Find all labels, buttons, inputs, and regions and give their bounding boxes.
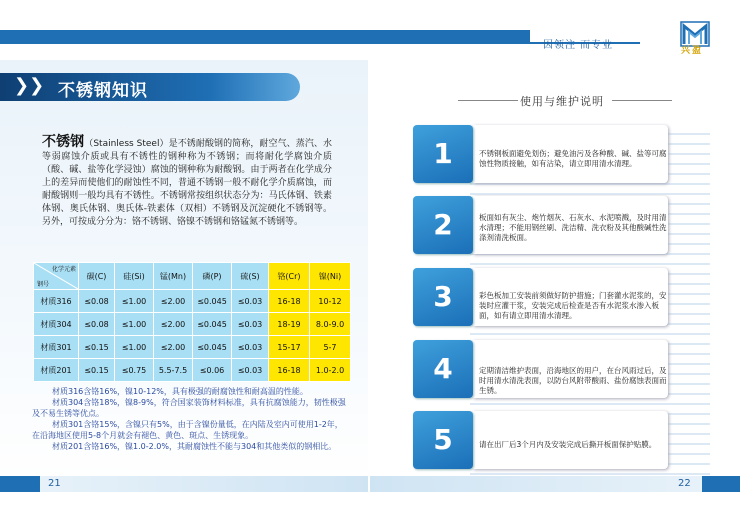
footer-accent-bar xyxy=(0,476,40,492)
table-row xyxy=(34,359,351,382)
table-cell: ≤0.03 xyxy=(232,336,269,359)
column-header: 硫(S) xyxy=(232,263,269,290)
page-number-right: 22 xyxy=(678,478,691,489)
row-label: 材质301 xyxy=(34,336,79,359)
slogan: 因领注 而专业 xyxy=(543,40,614,51)
step-text: 板面如有灰尘、炮竹烟灰、石灰水、水泥喷溅，及时用清水清理；不能用钢丝刷、洗洁精、洗衣粉及其他酸碱性洗涤剂清洗板面。 xyxy=(479,213,667,242)
table-cell: ≤1.00 xyxy=(115,290,154,313)
table-cell: ≤0.045 xyxy=(193,313,232,336)
step-number-badge: 1 xyxy=(413,125,473,183)
corner-bottom-label: 钢号 xyxy=(37,281,50,288)
table-cell: 18-19 xyxy=(269,313,310,336)
section-title: 使用与维护说明 xyxy=(520,95,604,108)
step-number-badge: 5 xyxy=(413,411,473,469)
table-cell: ≤2.00 xyxy=(154,290,193,313)
column-header: 锰(Mn) xyxy=(154,263,193,290)
table-cell: ≤0.045 xyxy=(193,290,232,313)
row-label: 材质201 xyxy=(34,359,79,382)
step-number-badge: 2 xyxy=(413,196,473,254)
step-number-badge: 3 xyxy=(413,268,473,326)
divider-line xyxy=(612,100,672,101)
table-cell: 15-17 xyxy=(269,336,310,359)
table-cell: ≤0.15 xyxy=(79,336,115,359)
table-cell: ≤0.03 xyxy=(232,359,269,382)
composition-table xyxy=(33,262,351,382)
note-line: 材质201含铬16%，镍1.0-2.0%，其耐腐蚀性不能与304和其他类似的钢相比。 xyxy=(52,442,337,451)
table-corner xyxy=(34,263,79,290)
note-line: 材质301含铬15%，含镍只有5%，由于含镍份量低，在内陆及室内可使用1-2年，在沿海地区使用5-8个月就会有褪色、黄色、斑点、生锈现象。 xyxy=(32,420,343,440)
page-number-left: 21 xyxy=(48,478,61,489)
title-bar xyxy=(0,73,300,101)
corner-top-label: 化学元素 xyxy=(51,266,76,273)
table-cell: ≤0.06 xyxy=(193,359,232,382)
table-cell: ≤2.00 xyxy=(154,336,193,359)
step-text: 不锈钢板面避免划伤；避免油污及各种酸、碱、盐等可腐蚀性物质接触，如有沾染，请立即用清水清理。 xyxy=(479,149,667,168)
row-label: 材质304 xyxy=(34,313,79,336)
table-cell: ≤0.08 xyxy=(79,290,115,313)
intro-english: （Stainless Steel） xyxy=(84,139,169,149)
step-number-badge: 4 xyxy=(413,340,473,398)
table-cell: ≤0.045 xyxy=(193,336,232,359)
table-cell: ≤1.00 xyxy=(115,313,154,336)
column-header: 碳(C) xyxy=(79,263,115,290)
logo-text: 兴盈 xyxy=(681,46,704,56)
table-cell: ≤0.08 xyxy=(79,313,115,336)
table-cell: 8.0-9.0 xyxy=(310,313,351,336)
table-cell: 16-18 xyxy=(269,290,310,313)
note-line: 材质304含铬18%，镍8-9%，符合国家装饰材料标准，具有抗腐蚀能力，韧性极强及不易生锈等优点。 xyxy=(32,398,346,418)
header-band xyxy=(0,30,530,44)
step-text: 请在出厂后3个月内及安装完成后撕开板面保护贴膜。 xyxy=(479,440,657,449)
table-cell: ≤1.00 xyxy=(115,336,154,359)
page-title: 不锈钢知识 xyxy=(58,81,148,101)
intro-paragraph xyxy=(42,136,332,229)
table-cell: ≤0.03 xyxy=(232,313,269,336)
table-cell: 5.5-7.5 xyxy=(154,359,193,382)
table-cell: ≤0.75 xyxy=(115,359,154,382)
divider-line xyxy=(458,100,518,101)
table-cell: ≤2.00 xyxy=(154,313,193,336)
table-cell: ≤0.03 xyxy=(232,290,269,313)
table-cell: 1.0-2.0 xyxy=(310,359,351,382)
table-row xyxy=(34,313,351,336)
column-header: 硅(Si) xyxy=(115,263,154,290)
step-text: 彩色板加工安装前须做好防护措施；门套灌水泥浆的，安装时应灌干浆，安装完成后检查是否有水泥浆水渗入板面，如有请立即用清水清理。 xyxy=(479,291,667,320)
intro-body: 是不锈耐酸钢的简称，耐空气、蒸汽、水等弱腐蚀介质或具有不锈性的钢种称为不锈钢；而将耐化学腐蚀介质（酸、碱、盐等化学浸蚀）腐蚀的钢种称为耐酸钢。由于两者在化学成分上的差异而使他们的耐蚀性不同，普通不锈钢一般不耐化学介质腐蚀，而耐酸钢则一般均具有不锈性。不锈钢常按组织状态分为：马氏体钢、铁素体钢、奥氏体钢、奥氏体-铁素体（双相）不锈钢及沉淀硬化不锈钢等。另外，可按成分分为：铬不锈钢、铬镍不锈钢和铬锰氮不锈钢等。 xyxy=(42,139,332,227)
column-header: 镍(Ni) xyxy=(310,263,351,290)
table-header-row xyxy=(34,263,351,290)
column-header: 磷(P) xyxy=(193,263,232,290)
table-row xyxy=(34,336,351,359)
row-label: 材质316 xyxy=(34,290,79,313)
step-text: 定期清洁维护表面，沿海地区的用户，在台风雨过后，及时用清水清洗表面，以防台风附带酸雨、盐份腐蚀表面而生锈。 xyxy=(479,366,667,395)
table-cell: 5-7 xyxy=(310,336,351,359)
table-row xyxy=(34,290,351,313)
column-header: 铬(Cr) xyxy=(269,263,310,290)
double-chevron-icon: ❯❯ xyxy=(14,75,45,96)
table-cell: ≤0.15 xyxy=(79,359,115,382)
intro-lead: 不锈钢 xyxy=(42,134,85,150)
material-notes xyxy=(32,386,350,452)
table-cell: 10-12 xyxy=(310,290,351,313)
footer-accent-bar xyxy=(702,476,740,492)
table-cell: 16-18 xyxy=(269,359,310,382)
note-line: 材质316含铬16%，镍10-12%，具有极强的耐腐蚀性和耐高温的性能。 xyxy=(52,387,308,396)
